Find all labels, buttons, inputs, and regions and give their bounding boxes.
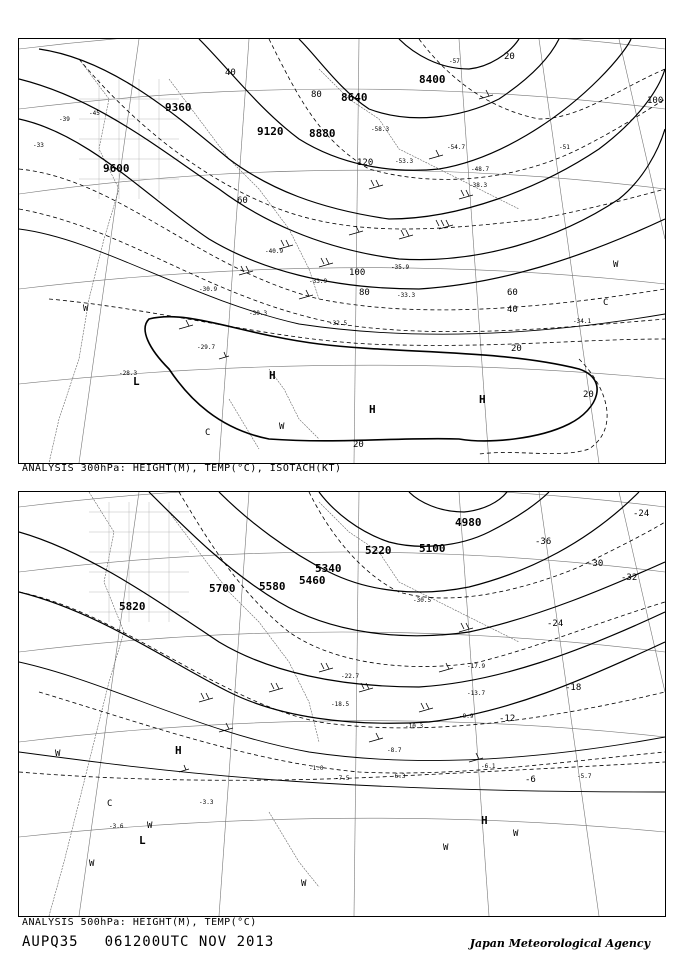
temperature-label: -3.6 [109,823,124,830]
height-contours [19,39,665,334]
isotherm-label: -32 [621,573,638,583]
temperature-label: -30.9 [199,286,218,293]
isotherm-label: -36 [535,537,552,547]
temperature-label: -39 [59,116,70,123]
height-label: 5820 [119,600,146,613]
temperature-label: -54.7 [447,144,466,151]
height-label: 9360 [165,101,192,114]
warm-symbol: W [613,260,619,270]
high-pressure-symbol: H [481,814,488,827]
coastlines [49,492,519,916]
temperature-label: -53.3 [395,158,414,165]
temperature-label: -3.3 [199,799,214,806]
temperature-label: -30.3 [249,310,268,317]
temperature-label: -6.3 [391,773,406,780]
map-500hpa-svg [19,492,665,916]
temperature-label: -18.5 [331,701,350,708]
temperature-label: -5.7 [577,773,592,780]
warm-symbol: W [279,422,285,432]
height-label: 5700 [209,582,236,595]
high-pressure-symbol: H [369,403,376,416]
map-300hpa-svg [19,39,665,463]
warm-symbol: W [443,843,449,853]
height-label: 9120 [257,125,284,138]
wind-barbs [179,90,493,359]
temperature-label: -33 [33,142,44,149]
temperature-label: -51 [559,144,570,151]
temperature-label: -33.9 [309,278,328,285]
height-label: 5220 [365,544,392,557]
height-label: 5460 [299,574,326,587]
temperature-label: -6.1 [481,763,496,770]
height-label: 9600 [103,162,130,175]
isotach-label: 20 [511,344,522,354]
temperature-label: -38.3 [469,182,488,189]
isotach-label: 80 [359,288,370,298]
temperature-label: -40.9 [265,248,284,255]
high-pressure-symbol: H [269,369,276,382]
isotach-label: 120 [357,158,374,168]
temperature-label: -28.3 [119,370,138,377]
chart-id: AUPQ35 [22,934,79,950]
isotach-label: 40 [225,68,236,78]
isotherm-label: -18 [565,683,582,693]
warm-symbol: W [89,859,95,869]
isotach-label: 20 [504,52,515,62]
panel-300hpa-caption: ANALYSIS 300hPa: HEIGHT(M), TEMP(°C), ISOTACH(KT) [22,463,342,474]
height-label: 8640 [341,91,368,104]
isotherm-label: -24 [633,509,650,519]
low-pressure-symbol: L [133,375,140,388]
height-label: 8880 [309,127,336,140]
height-label: 8400 [419,73,446,86]
temperature-label: -35.9 [391,264,410,271]
temperature-label: -30.5 [413,597,432,604]
high-pressure-symbol: H [479,393,486,406]
temperature-labels [33,58,591,377]
cold-symbol: C [107,799,113,809]
coastlines [49,59,519,463]
temperature-label: -17.9 [467,663,486,670]
agency-name: Japan Meteorological Agency [469,937,650,950]
isotach-label: 100 [647,96,664,106]
temperature-label: -7.5 [335,775,350,782]
temperature-label: -8.7 [387,747,402,754]
cold-symbol: C [205,428,211,438]
height-label: 5100 [419,542,446,555]
temperature-label: -45 [89,110,100,117]
isotach-label: 40 [507,305,518,315]
isotherm-label: -24 [547,619,564,629]
warm-symbol: W [147,821,153,831]
isotherm-label: -12 [499,714,516,724]
temperature-label: -22.7 [341,673,360,680]
chart-footer [22,934,300,950]
isotherm-label: -30 [587,559,604,569]
isotach-20kt-region [145,317,597,441]
temperature-label: -33.3 [397,292,416,299]
temperature-label: -34.1 [573,318,592,325]
map-panel-500hpa [18,491,666,917]
temperature-label: -48.7 [471,166,490,173]
temperature-label: -1.0 [309,765,324,772]
isotach-label: 80 [311,90,322,100]
warm-symbol: W [301,879,307,889]
temperature-label: -10.3 [405,723,424,730]
warm-symbol: W [513,829,519,839]
isotach-label: 20 [353,440,364,450]
warm-symbol: W [55,749,61,759]
height-label: 5340 [315,562,342,575]
height-label: 4980 [455,516,482,529]
temperature-label: -9.9 [459,713,474,720]
panel-500hpa-caption: ANALYSIS 500hPa: HEIGHT(M), TEMP(°C) [22,917,257,928]
temperature-label: -13.7 [467,690,486,697]
temperature-label: -58.3 [371,126,390,133]
isotach-label: 60 [237,196,248,206]
low-pressure-symbol: L [139,834,146,847]
isotherm-label: -6 [525,775,536,785]
isotach-label: 20 [583,390,594,400]
isotach-label: 60 [507,288,518,298]
temperature-label: -57 [449,58,460,65]
temperature-label: -32.5 [329,320,348,327]
valid-time: 061200UTC NOV 2013 [104,934,275,950]
map-panel-300hpa [18,38,666,464]
height-label: 5580 [259,580,286,593]
warm-symbol: W [83,304,89,314]
isotach-label: 100 [349,268,366,278]
cold-symbol: C [603,298,609,308]
temperature-label: -29.7 [197,344,216,351]
high-pressure-symbol: H [175,744,182,757]
isotherms [19,492,665,780]
